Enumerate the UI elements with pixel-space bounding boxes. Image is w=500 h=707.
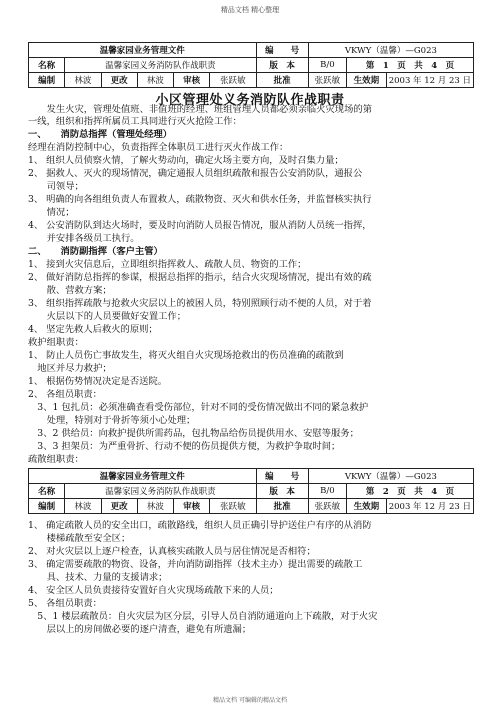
name-value: 温馨家园义务消防队作战职责 (65, 58, 256, 73)
footer-note: 精品文档 可编辑的精品文档 (213, 697, 287, 704)
edit-label: 编制 (29, 499, 65, 514)
list-item: 楼梯疏散至安全区； (28, 533, 131, 544)
group-heading: 疏散组职责： (28, 454, 84, 465)
list-item: 5、 各组员职责： (28, 598, 102, 609)
number-label: 编 号 (256, 469, 308, 484)
intro-line: 发生火灾，管理处值班、非值班的经理、班组管理人员都必须亲临火灾现场的第 (28, 104, 372, 115)
approve-person: 张跃敏 (308, 73, 346, 88)
doc-info-table-1 (28, 42, 474, 88)
list-item: 2、 做好消防总指挥的参谋，根据总指挥的指示，结合火灾现场情况，提出有效的疏 (28, 272, 372, 283)
revise-label: 更改 (101, 73, 137, 88)
approve-person: 张跃敏 (308, 499, 346, 514)
main-title: 小区管理处义务消防队作战职责 (155, 93, 345, 108)
list-item: 司领导； (28, 181, 84, 192)
list-item: 并安排各级员工执行。 (28, 233, 140, 244)
list-item: 散、营救方案； (28, 285, 112, 296)
list-item: 地区并尽力救护； (28, 363, 112, 374)
intro-line: 一线，组织和指挥所属员工具同进行灭火抢险工作： (28, 116, 242, 127)
company-name: 温馨家园业务管理文件 (29, 469, 257, 484)
approve-label: 批准 (256, 73, 308, 88)
section-heading: 二、 消防副指挥（客户主管） (28, 246, 163, 257)
list-item: 3、1 包扎员：必须准确查看受伤部位，针对不同的受伤情况做出不同的紧急救护 (28, 402, 369, 413)
list-item: 2、 据救人、灭火的现场情况，确定通报人员组织疏散和报告公安消防队，通报公 (28, 168, 363, 179)
version-value: B/0 (308, 58, 346, 73)
list-item: 3、 明确的向各组组负责人布置救人，疏散物资、灭火和供水任务，并监督核实执行 (28, 194, 372, 205)
number-value: VKWY（温馨）—G023 (308, 43, 473, 58)
effective-label: 生效期 (347, 73, 387, 88)
revise-person: 林波 (137, 73, 173, 88)
list-item: 2、 对火灾层以上逐户检查，认真核实疏散人员与居住情况是否相符； (28, 546, 316, 557)
body-line: 经理在消防控制中心，负责指挥全体职员工进行灭火作战工作： (28, 142, 289, 153)
list-item: 4、 安全区人员负责接待安置好自火灾现场疏散下来的人员； (28, 585, 279, 596)
list-item: 1、 接到火灾信息后，立即组织指挥救人、疏散人员、物资的工作； (28, 259, 307, 270)
number-value: VKWY（温馨）—G023 (308, 469, 473, 484)
name-value: 温馨家园义务消防队作战职责 (65, 484, 256, 499)
review-label: 审核 (174, 499, 210, 514)
list-item: 3、 组织指挥疏散与抢救火灾层以上的被困人员，特别照顾行动不便的人员，对于着 (28, 298, 372, 309)
section-heading: 一、 消防总指挥（管理处经理） (28, 129, 173, 140)
revise-label: 更改 (101, 499, 137, 514)
list-item: 层以上的房间做必要的逐户清查，避免有所遗漏； (28, 624, 252, 635)
doc-info-table-2 (28, 468, 474, 514)
list-item: 3、3 担架员：为严重骨折、行动不便的伤员提供方便，为救护争取时间； (28, 441, 341, 452)
list-item: 5、1 楼层疏散员：自火灾层为区分层，引导人员自消防通道向上下疏散，对于火灾 (28, 611, 378, 622)
page-info: 第 1 页 共 4 页 (347, 58, 474, 73)
list-item: 3、 确定需要疏散的物资、设备，并向消防副指挥（技术主办）提出需要的疏散工 (28, 559, 363, 570)
name-label: 名称 (29, 58, 65, 73)
list-item: 2、 各组员职责： (28, 389, 102, 400)
list-item: 1、 防止人员伤亡事故发生，将灭火组自火灾现场抢救出的伤员准确的疏散到 (28, 350, 344, 361)
page-info: 第 2 页 共 4 页 (347, 484, 474, 499)
list-item: 火层以下的人员要做好安置工作； (28, 311, 187, 322)
review-label: 审核 (174, 73, 210, 88)
edit-person: 林波 (65, 73, 101, 88)
number-label: 编 号 (256, 43, 308, 58)
version-label: 版 本 (256, 58, 308, 73)
effective-date: 2003 年 12 月 23 日 (386, 73, 473, 88)
version-value: B/0 (308, 484, 346, 499)
review-person: 张跃敏 (210, 73, 256, 88)
list-item: 4、 公安消防队到达火场时，要及时向消防人员报告情况，服从消防人员统一指挥， (28, 220, 372, 231)
list-item: 1、 根据伤势情况决定是否送院。 (28, 376, 168, 387)
approve-label: 批准 (256, 499, 308, 514)
effective-date: 2003 年 12 月 23 日 (386, 499, 473, 514)
revise-person: 林波 (137, 499, 173, 514)
header-note: 精品文档 精心整理 (220, 6, 280, 14)
edit-label: 编制 (29, 73, 65, 88)
list-item: 3、2 供给员：向救护提供所需药品，包扎物品给伤员提供用水、安慰等服务； (28, 428, 359, 439)
list-item: 情况； (28, 207, 75, 218)
list-item: 1、 确定疏散人员的安全出口，疏散路线，组织人员正确引导护送住户有序的从消防 (28, 520, 372, 531)
company-name: 温馨家园业务管理文件 (29, 43, 257, 58)
version-label: 版 本 (256, 484, 308, 499)
list-item: 具、技术、力量的支援请求； (28, 572, 168, 583)
list-item: 处理，特别对于骨折等须小心处理； (28, 415, 196, 426)
effective-label: 生效期 (347, 499, 387, 514)
list-item: 1、 组织人员侦察火情，了解火势动向，确定火场主要方向，及时召集力量； (28, 155, 344, 166)
review-person: 张跃敏 (210, 499, 256, 514)
edit-person: 林波 (65, 499, 101, 514)
group-heading: 救护组职责： (28, 337, 84, 348)
list-item: 4、 坚定先救人后救火的原则； (28, 324, 158, 335)
name-label: 名称 (29, 484, 65, 499)
